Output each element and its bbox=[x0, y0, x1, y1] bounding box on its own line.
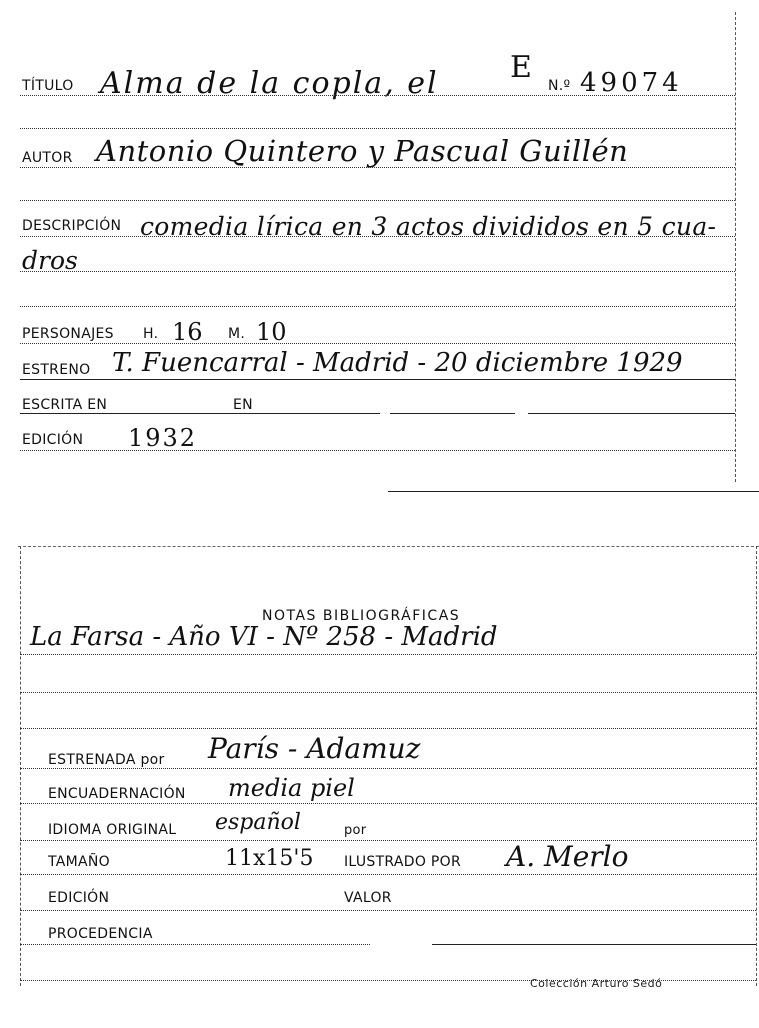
numero-label: N.º bbox=[548, 78, 571, 94]
encuadernacion-rule bbox=[20, 803, 756, 804]
blank-rule bbox=[20, 200, 735, 201]
card-right-edge bbox=[735, 12, 736, 482]
autor-rule bbox=[20, 167, 735, 168]
registro-letter: E bbox=[510, 50, 532, 85]
edicion-label-2: EDICIÓN bbox=[48, 890, 110, 906]
valor-label: VALOR bbox=[344, 890, 392, 906]
ilustrado-label: ILUSTRADO POR bbox=[344, 854, 461, 870]
hombres-value: 16 bbox=[172, 318, 203, 346]
tamano-rule bbox=[20, 874, 756, 875]
procedencia-rule-2 bbox=[432, 944, 756, 945]
estreno-rule bbox=[20, 379, 735, 380]
estrenada-value: París - Adamuz bbox=[208, 732, 421, 765]
idioma-rule bbox=[20, 840, 756, 841]
descripcion-rule bbox=[20, 236, 735, 237]
blank-rule bbox=[20, 692, 756, 693]
autor-label: AUTOR bbox=[22, 150, 73, 166]
edicion-label: EDICIÓN bbox=[22, 432, 84, 448]
blank-rule bbox=[20, 128, 735, 129]
estreno-value: T. Fuencarral - Madrid - 20 diciembre 1929 bbox=[112, 348, 683, 378]
blank-rule bbox=[20, 306, 735, 307]
card-right-edge bbox=[756, 546, 757, 986]
descripcion-label: DESCRIPCIÓN bbox=[22, 218, 122, 234]
ilustrado-value: A. Merlo bbox=[506, 840, 629, 873]
autor-value: Antonio Quintero y Pascual Guillén bbox=[96, 134, 629, 168]
notas-rule bbox=[20, 654, 756, 655]
idioma-label: IDIOMA ORIGINAL bbox=[48, 822, 177, 838]
titulo-value: Alma de la copla, el bbox=[100, 66, 439, 101]
edicion-rule-2 bbox=[20, 910, 756, 911]
procedencia-label: PROCEDENCIA bbox=[48, 926, 153, 942]
notas-heading: NOTAS BIBLIOGRÁFICAS bbox=[262, 608, 461, 624]
estreno-label: ESTRENO bbox=[22, 362, 91, 378]
hombres-label: H. bbox=[143, 326, 159, 342]
catalog-card-notes bbox=[0, 540, 759, 1028]
escrita-rule-2 bbox=[390, 413, 515, 414]
edicion-rule bbox=[20, 450, 735, 451]
personajes-label: PERSONAJES bbox=[22, 326, 114, 342]
estrenada-label: ESTRENADA por bbox=[48, 752, 165, 768]
encuadernacion-label: ENCUADERNACIÓN bbox=[48, 786, 186, 802]
catalog-card-main bbox=[0, 0, 759, 500]
idioma-por-label: por bbox=[344, 823, 367, 838]
notas-value: La Farsa - Año VI - Nº 258 - Madrid bbox=[30, 622, 498, 652]
edicion-value: 1932 bbox=[128, 424, 198, 452]
procedencia-rule-1 bbox=[20, 944, 370, 945]
tamano-value: 11x15'5 bbox=[225, 846, 314, 871]
mujeres-label: M. bbox=[228, 326, 246, 342]
titulo-rule bbox=[20, 95, 735, 96]
mujeres-value: 10 bbox=[256, 318, 287, 346]
encuadernacion-value: media piel bbox=[228, 774, 355, 802]
idioma-value: español bbox=[215, 810, 301, 835]
descripcion-value-line2: dros bbox=[22, 246, 78, 275]
collection-stamp: Colección Arturo Sedó bbox=[530, 977, 663, 990]
numero-value: 49074 bbox=[580, 68, 683, 98]
blank-rule bbox=[20, 728, 756, 729]
card-top-edge bbox=[18, 546, 759, 547]
titulo-label: TÍTULO bbox=[22, 78, 74, 94]
descripcion-rule-2 bbox=[20, 271, 735, 272]
card-left-edge bbox=[20, 546, 21, 986]
card-bottom-edge bbox=[388, 491, 759, 492]
escrita-en-label: EN bbox=[233, 397, 253, 413]
estrenada-rule bbox=[20, 768, 756, 769]
escrita-rule-1 bbox=[20, 413, 380, 414]
escrita-label: ESCRITA EN bbox=[22, 397, 108, 413]
descripcion-value-line1: comedia lírica en 3 actos divididos en 5 cua- bbox=[140, 212, 717, 241]
escrita-rule-3 bbox=[528, 413, 735, 414]
tamano-label: TAMAÑO bbox=[48, 854, 110, 870]
personajes-rule bbox=[20, 343, 735, 344]
